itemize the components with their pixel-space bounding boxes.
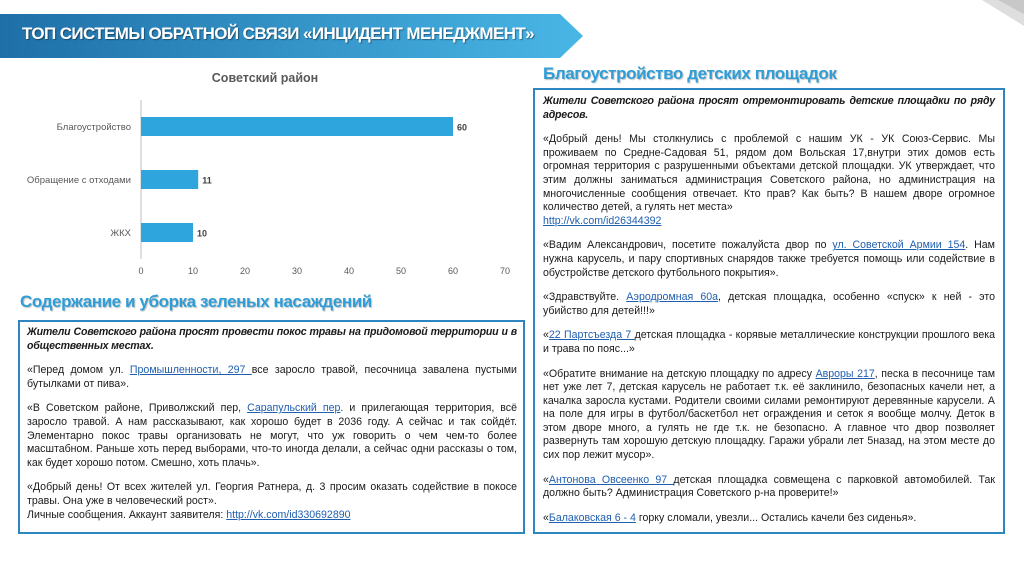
x-tick-label: 70 [499, 266, 511, 276]
address-link-promyshlennosti[interactable]: Промышленности, 297 [129, 364, 252, 377]
bar-chart-svg [20, 66, 530, 286]
x-tick-label: 50 [395, 266, 407, 276]
vk-profile-link[interactable]: http://vk.com/id26344392 [543, 214, 662, 227]
corner-decoration [954, 0, 1024, 40]
quote-text: «В Советском районе, Приволжский пер, [27, 402, 248, 415]
quote-text: , песка в песочнице там нет уже лет 7, детская карусель не работает т.к. её заклинило, безопасных качели нет, а качалка заросла кустами. Родители своими силами ремонтируют деревянные карусели. А на поле для игры в футбол/баскетбол нет ограждения и сеток я вообще молчу. Деток в этом дворе много, а гулять не где т.к. не безопасно. А главное что двор позволяет развернуть там хорошую детскую площадку. Гаражи убрали лет 5назад, на этом месте до сих пор лежит мусор». [543, 367, 995, 462]
quote-text: «Здравствуйте. [543, 291, 627, 304]
quote-text: « [543, 329, 549, 342]
playground-quote-6 [543, 474, 995, 501]
quote-text: горку сломали, увезли... Остались качели без сиденья». [635, 511, 917, 524]
bar [141, 170, 198, 189]
quote-text: «Перед домом ул. [27, 364, 130, 377]
x-tick-label: 10 [187, 266, 199, 276]
x-tick-label: 30 [291, 266, 303, 276]
quote-text: « [543, 473, 549, 486]
data-label: 11 [202, 175, 212, 186]
address-link-partsezda[interactable]: 22 Партсъезда 7 [548, 329, 635, 342]
green-lead: Жители Советского района просят провести покос травы на придомовой территории и в общественных местах. [27, 326, 517, 352]
account-label: Личные сообщения. Аккаунт заявителя: [27, 508, 227, 521]
quote-text: детская площадка - корявые металлические конструкции прошлого века и трава по пояс...» [543, 329, 995, 355]
playground-section-title: Благоустройство детских площадок [543, 64, 837, 83]
quote-text: «Обратите внимание на детскую площадку по адресу [543, 367, 816, 380]
playground-quote-2 [543, 239, 995, 280]
green-quote-2 [27, 402, 517, 470]
address-link-antonova-ovseenko[interactable]: Антонова Овсеенко 97 [548, 473, 674, 486]
chart-title: Советский район [211, 71, 319, 85]
green-section-box [18, 320, 525, 534]
address-link-aerodromnaya[interactable]: Аэродромная 60а [626, 291, 719, 304]
quote-text: . и прилегающая территория, всё заросло травой. А нам рассказывают, как хорошо будет в 2036 году. А сейчас и так сойдёт. Элементарно покос травы организовать не могут, что уж говорить о чем чем-то более масштабном. Раньше хоть перед выборами, что-то иногда делали, а сейчас одни рассказы о том, как будет хорошо потом. Смешно, хоть плачь». [27, 402, 517, 469]
green-section-title: Содержание и уборка зеленых насаждений [20, 292, 372, 311]
x-tick-label: 60 [447, 266, 459, 276]
quote-text: детская площадка совмещена с парковкой автомобилей. Так должно быть? Администрация Советского р-на проверите!» [543, 473, 995, 500]
playground-quote-7 [543, 512, 995, 526]
page-title: ТОП СИСТЕМЫ ОБРАТНОЙ СВЯЗИ «ИНЦИДЕНТ МЕНЕДЖМЕНТ» [22, 24, 535, 43]
playground-quote-4 [543, 329, 995, 356]
bar [141, 223, 193, 242]
playground-lead: Жители Советского района просят отремонтировать детские площадки по ряду адресов. [543, 95, 995, 121]
address-link-sarapulsky[interactable]: Сарапульский пер [247, 402, 341, 415]
address-link-balakovskaya[interactable]: Балаковская 6 - 4 [548, 511, 636, 524]
address-link-avrory[interactable]: Авроры 217 [815, 367, 875, 380]
quote-text: «Добрый день! От всех жителей ул. Георгия Ратнера, д. 3 просим оказать содействие в покосе травы. Она уже в человеческий рост». [27, 481, 517, 507]
x-tick-label: 40 [343, 266, 355, 276]
quote-text: , детская площадка, особенно «спуск» к ней - это убийство для детей!!!» [543, 291, 995, 317]
header-banner [0, 14, 585, 58]
playground-quote-5 [543, 368, 995, 463]
green-quote-1 [27, 364, 517, 391]
bar [141, 117, 453, 136]
x-tick-label: 20 [239, 266, 251, 276]
category-label: ЖКХ [110, 228, 131, 239]
data-label: 10 [197, 228, 208, 239]
vk-profile-link[interactable]: http://vk.com/id330692890 [226, 508, 351, 521]
quote-text: . Нам нужна карусель, и пару спортивных снарядов также требуется помощь или содействие в обустройстве детского футбольного покрытия». [543, 239, 995, 279]
x-tick-label: 0 [138, 266, 144, 276]
category-label: Благоустройство [56, 122, 131, 133]
quote-text: « [543, 511, 549, 524]
quote-text: «Добрый день! Мы столкнулись с проблемой с нашим УК - УК Союз-Сервис. Мы проживаем по Средне-Садовая 51, рядом дом Вольская 17,внутри этих домов есть огромная территория с разрушенными объектами детской площадки. УК утверждает, что этим должны заниматься администрация Советского района, но администрация на многочисленные сообщения отвечает. Кто прав? Как быть? В нашем дворе огромное количество детей, а гулять нет места» [543, 133, 995, 214]
playground-section-box [533, 88, 1005, 534]
bar-chart [20, 66, 530, 286]
green-quote-3 [27, 481, 517, 522]
playground-quote-3 [543, 291, 995, 318]
playground-quote-1 [543, 133, 995, 228]
address-link-sovetskoy-armii[interactable]: ул. Советской Армии 154 [832, 239, 966, 252]
quote-text: все заросло травой, песочница завалена пустыми бутылками от пива». [27, 364, 517, 390]
category-label: Обращение с отходами [26, 175, 131, 186]
data-label: 60 [457, 122, 468, 133]
quote-text: «Вадим Александрович, посетите пожалуйста двор по [543, 239, 833, 252]
